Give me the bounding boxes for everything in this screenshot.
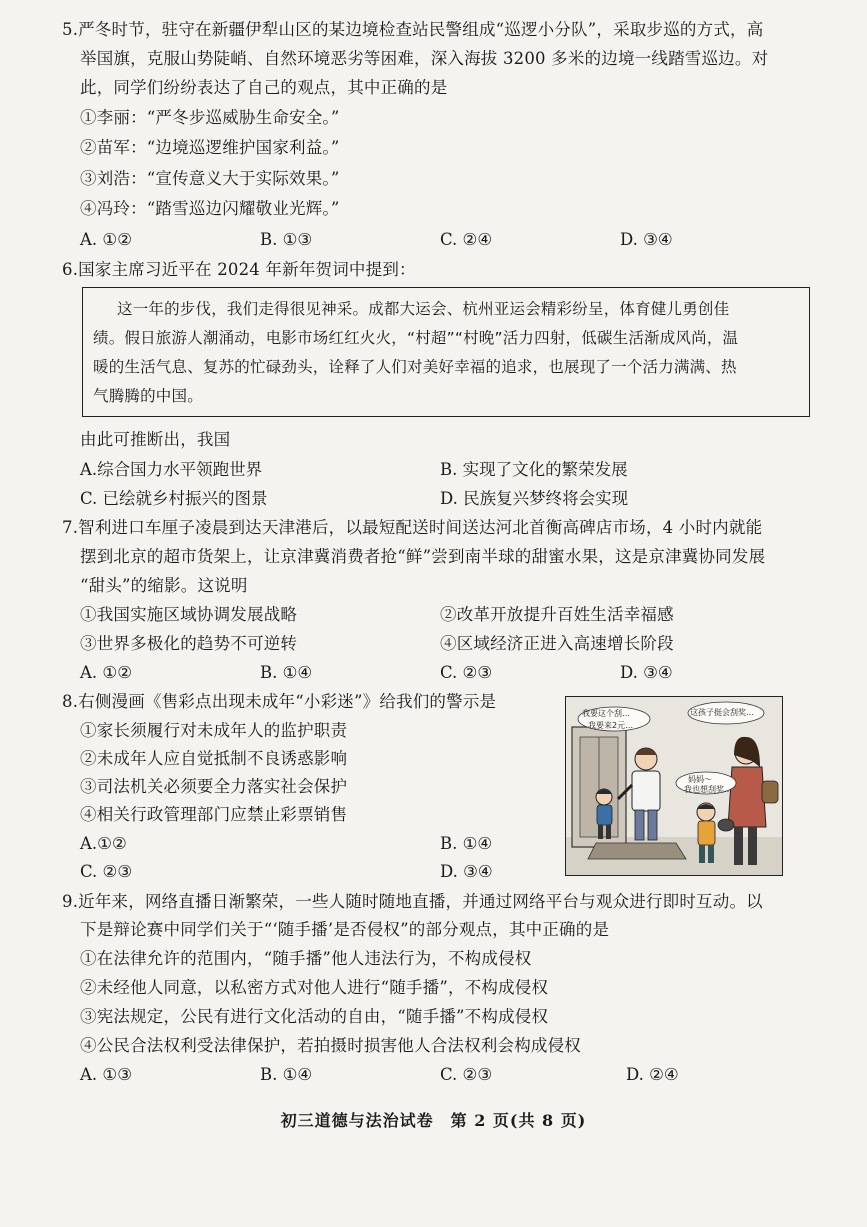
q6-option-c[interactable]: C. 已绘就乡村振兴的图景 [80,489,268,508]
q9-statement-1: ①在法律允许的范围内，“随手播”他人违法行为，不构成侵权 [80,949,532,968]
q6-followup: 由此可推断出，我国 [80,430,231,449]
q6-option-a[interactable]: A.综合国力水平领跑世界 [80,460,263,479]
lottery-cartoon [565,696,783,876]
q5-option-b[interactable]: B. ①③ [260,230,313,249]
cartoon-caption-1: 我要这个刮… [582,709,630,718]
q9-stem-line-1: 9.近年来，网络直播日渐繁荣，一些人随时随地直播，并通过网络平台与观众进行即时互动。以 [62,892,763,911]
q9-statement-3: ③宪法规定，公民有进行文化活动的自由，“随手播”不构成侵权 [80,1007,549,1026]
q5-option-a[interactable]: A. ①② [80,230,132,249]
q5-stem-line-2: 举国旗，克服山势陡峭、自然环境恶劣等困难，深入海拔 3200 多米的边境一线踏雪巡边。对 [80,49,769,68]
q7-option-d[interactable]: D. ③④ [620,663,673,682]
cartoon-caption-5: 这孩子挺会刮奖… [690,708,754,717]
q5-statement-2: ②苗军：“边境巡逻维护国家利益。” [80,138,340,157]
q9-stem-line-2: 下是辩论赛中同学们关于“‘随手播’是否侵权”的部分观点，其中正确的是 [80,920,610,939]
q8-statement-3: ③司法机关必须要全力落实社会保护 [80,777,348,796]
q6-quote-line-3: 暖的生活气息、复苏的忙碌劲头，诠释了人们对美好幸福的追求，也展现了一个活力满满、热 [93,358,737,376]
q5-statement-4: ④冯玲：“踏雪巡边闪耀敬业光辉。” [80,199,340,218]
q9-option-a[interactable]: A. ①③ [80,1065,132,1084]
q8-statement-4: ④相关行政管理部门应禁止彩票销售 [80,805,348,824]
q6-quote-line-4: 气腾腾的中国。 [93,387,203,405]
q6-stem: 6.国家主席习近平在 2024 年新年贺词中提到： [62,260,416,279]
q6-quote-line-2: 绩。假日旅游人潮涌动，电影市场红红火火，“村超”“村晚”活力四射，低碳生活渐成风尚，温 [93,329,739,347]
q9-option-d[interactable]: D. ②④ [626,1065,679,1084]
q8-statement-1: ①家长须履行对未成年人的监护职责 [80,721,348,740]
q8-option-a[interactable]: A.①② [80,834,127,853]
q6-option-d[interactable]: D. 民族复兴梦终将会实现 [440,489,629,508]
q8-statement-2: ②未成年人应自觉抵制不良诱惑影响 [80,749,348,768]
q9-option-c[interactable]: C. ②③ [440,1065,493,1084]
q5-statement-3: ③刘浩：“宣传意义大于实际效果。” [80,169,340,188]
q9-statement-4: ④公民合法权利受法律保护，若拍摄时损害他人合法权利会构成侵权 [80,1036,581,1055]
q7-stem-line-2: 摆到北京的超市货架上，让京津冀消费者抢“鲜”尝到南半球的甜蜜水果，这是京津冀协同发展 [80,547,766,566]
q5-statement-1: ①李丽：“严冬步巡威胁生命安全。” [80,108,340,127]
q5-option-c[interactable]: C. ②④ [440,230,493,249]
cartoon-caption-4: 我也想刮奖… [684,785,732,794]
q5-stem-line-1: 5.严冬时节，驻守在新疆伊犁山区的某边境检查站民警组成“巡逻小分队”，采取步巡的方式，高 [62,20,764,39]
q7-stem-line-3: “甜头”的缩影。这说明 [80,576,248,595]
q6-quote-line-1: 这一年的步伐，我们走得很见神采。成都大运会、杭州亚运会精彩纷呈，体育健儿勇创佳 [117,300,730,318]
q8-option-d[interactable]: D. ③④ [440,862,493,881]
q5-option-d[interactable]: D. ③④ [620,230,673,249]
page-footer: 初三道德与法治试卷 第 2 页(共 8 页) [280,1111,587,1130]
q9-option-b[interactable]: B. ①④ [260,1065,313,1084]
q7-option-c[interactable]: C. ②③ [440,663,493,682]
q6-option-b[interactable]: B. 实现了文化的繁荣发展 [440,460,628,479]
q8-option-b[interactable]: B. ①④ [440,834,493,853]
q7-statement-4: ④区域经济正进入高速增长阶段 [440,634,674,653]
q7-option-b[interactable]: B. ①④ [260,663,313,682]
q7-statement-3: ③世界多极化的趋势不可逆转 [80,634,298,653]
cartoon-caption-3: 妈妈～ [688,775,712,784]
cartoon-caption-2: 我要来2元… [588,721,634,730]
q8-stem: 8.右侧漫画《售彩点出现未成年“小彩迷”》给我们的警示是 [62,692,497,711]
q7-stem-line-1: 7.智利进口车厘子凌晨到达天津港后，以最短配送时间送达河北首衡高碑店市场，4 小时内就能 [62,518,763,537]
q5-stem-line-3: 此，同学们纷纷表达了自己的观点，其中正确的是 [80,78,448,97]
q8-option-c[interactable]: C. ②③ [80,862,133,881]
q9-statement-2: ②未经他人同意，以私密方式对他人进行“随手播”，不构成侵权 [80,978,549,997]
q6-quote-box [82,287,810,417]
q7-statement-1: ①我国实施区域协调发展战略 [80,605,298,624]
q7-statement-2: ②改革开放提升百姓生活幸福感 [440,605,674,624]
q7-option-a[interactable]: A. ①② [80,663,132,682]
